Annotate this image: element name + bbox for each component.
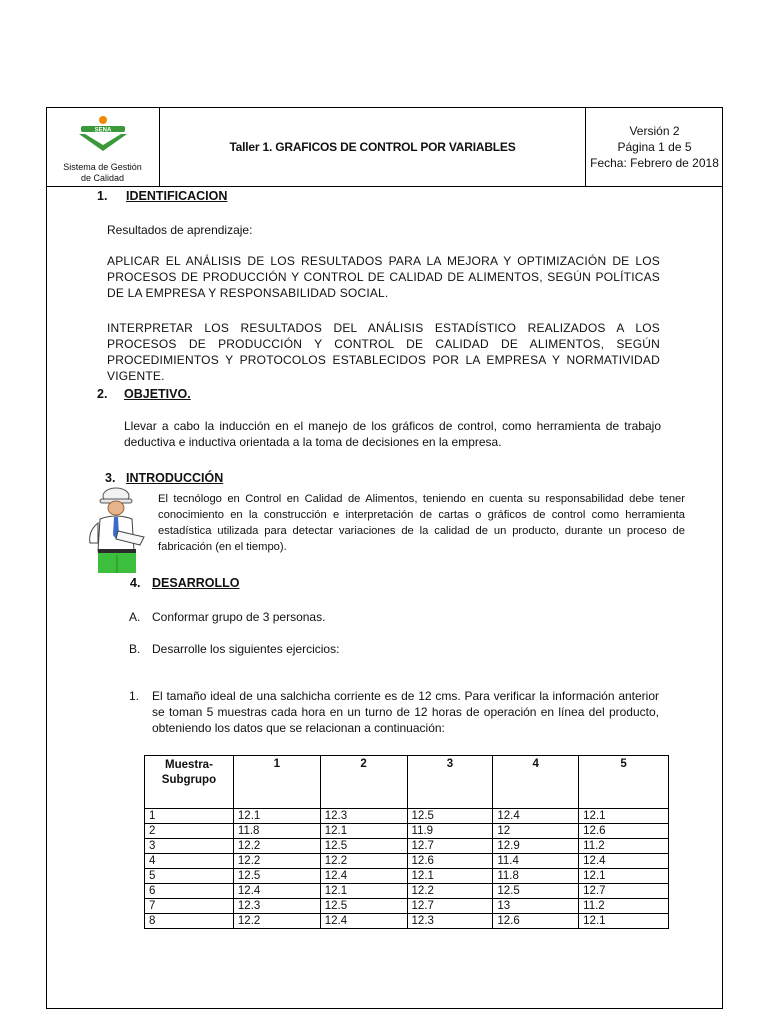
table-cell: 12.2 [233, 854, 320, 869]
item-b-text: Desarrolle los siguientes ejercicios: [152, 642, 340, 656]
table-cell: 12.2 [233, 839, 320, 854]
document-header [46, 107, 723, 187]
table-cell: 12.6 [407, 854, 493, 869]
learning-result-2: INTERPRETAR LOS RESULTADOS DEL ANÁLISIS ESTADÍSTICO REALIZADOS A LOS PROCESOS DE PRODUCCIÓN Y CONTROL DE CALIDAD DE ALIMENTOS, SEGÚN PROCEDIMIENTOS Y PROTOCOLOS ESTABLECIDOS POR LA EMPRESA Y NORMATIVIDAD VIGENTE. [107, 321, 660, 383]
table-cell: 12.3 [233, 899, 320, 914]
table-cell: 1 [145, 809, 234, 824]
table-cell: 12.4 [233, 884, 320, 899]
date-label: Fecha: Febrero de 2018 [590, 155, 719, 170]
logo-caption-line1: Sistema de Gestión [63, 162, 142, 172]
table-row [145, 824, 669, 839]
table-row [145, 869, 669, 884]
table-cell: 12.5 [233, 869, 320, 884]
table-row [145, 839, 669, 854]
table-cell: 12.3 [320, 809, 407, 824]
table-header-cell: 3 [407, 756, 493, 809]
learning-results-intro: Resultados de aprendizaje: [107, 223, 253, 237]
section-number: 2. [97, 387, 108, 401]
section-1-heading [97, 189, 227, 203]
table-cell: 12 [493, 824, 579, 839]
section-2-heading [97, 387, 191, 401]
introduction-text: El tecnólogo en Control en Calidad de Alimentos, teniendo en cuenta su responsabilidad debe tener conocimiento en la construcción e interpretación de cartas o gráficos de control como herramienta estadística utilizada para detectar variaciones de la calidad de un producto, durante un proceso de fabricación (en el tiempo). [158, 493, 685, 553]
table-cell: 12.2 [233, 914, 320, 929]
table-cell: 12.4 [579, 854, 669, 869]
table-cell: 12.3 [407, 914, 493, 929]
samples-table [144, 755, 669, 929]
table-row [145, 914, 669, 929]
exercise-1-marker: 1. [129, 689, 140, 703]
table-cell: 7 [145, 899, 234, 914]
table-header-cell: 1 [233, 756, 320, 809]
section-label: OBJETIVO. [124, 387, 191, 401]
table-cell: 12.2 [407, 884, 493, 899]
table-cell: 12.6 [579, 824, 669, 839]
sena-logo-icon [75, 116, 131, 152]
logo-caption [63, 162, 142, 184]
table-header-cell: 2 [320, 756, 407, 809]
logo-cell [46, 107, 160, 186]
table-cell: 4 [145, 854, 234, 869]
table-cell: 8 [145, 914, 234, 929]
section-number: 1. [97, 189, 108, 203]
table-cell: 12.1 [320, 824, 407, 839]
version-label: Versión 2 [629, 123, 680, 138]
section-number: 3. [105, 471, 116, 485]
table-header-cell: 5 [579, 756, 669, 809]
table-cell: 11.9 [407, 824, 493, 839]
section-label: IDENTIFICACION [126, 189, 228, 203]
page-label: Página 1 de 5 [617, 139, 692, 154]
engineer-clipart-icon [78, 487, 150, 573]
table-cell: 13 [493, 899, 579, 914]
table-row [145, 899, 669, 914]
table-cell: 12.1 [407, 869, 493, 884]
table-cell: 11.2 [579, 899, 669, 914]
table-cell: 6 [145, 884, 234, 899]
section-4-heading [130, 576, 240, 590]
section-3-heading [105, 471, 223, 485]
table-header-row [145, 756, 669, 809]
table-cell: 12.6 [493, 914, 579, 929]
section-number: 4. [130, 576, 141, 590]
document-meta [586, 107, 723, 186]
logo-caption-line2: de Calidad [80, 173, 124, 183]
table-cell: 2 [145, 824, 234, 839]
table-cell: 12.2 [320, 854, 407, 869]
table-header-cell: Muestra- Subgrupo [145, 756, 234, 809]
item-b-marker: B. [129, 642, 141, 656]
table-header-cell: 4 [493, 756, 579, 809]
exercise-1-text: El tamaño ideal de una salchicha corriente es de 12 cms. Para verificar la información anterior se toman 5 muestras cada hora en un turno de 12 horas de operación en línea del producto, obteniendo los datos que se relacionan a continuación: [152, 689, 659, 735]
table-cell: 12.4 [320, 869, 407, 884]
item-a-marker: A. [129, 610, 141, 624]
table-cell: 12.4 [493, 809, 579, 824]
table-cell: 12.9 [493, 839, 579, 854]
table-cell: 12.1 [579, 809, 669, 824]
table-cell: 11.8 [493, 869, 579, 884]
learning-result-1: APLICAR EL ANÁLISIS DE LOS RESULTADOS PARA LA MEJORA Y OPTIMIZACIÓN DE LOS PROCESOS DE PRODUCCIÓN Y CONTROL DE CALIDAD DE ALIMENTOS, SEGÚN POLÍTICAS DE LA EMPRESA Y RESPONSABILIDAD SOCIAL. [107, 254, 660, 300]
table-cell: 12.5 [407, 809, 493, 824]
document-title: Taller 1. GRAFICOS DE CONTROL POR VARIABLES [160, 107, 586, 186]
table-cell: 12.1 [320, 884, 407, 899]
table-cell: 5 [145, 869, 234, 884]
logo-text: SENA [94, 127, 111, 134]
table-cell: 12.1 [233, 809, 320, 824]
objective-text: Llevar a cabo la inducción en el manejo de los gráficos de control, como herramienta de trabajo deductiva e inductiva orientada a la toma de decisiones en la empresa. [124, 419, 661, 449]
table-cell: 11.2 [579, 839, 669, 854]
table-cell: 3 [145, 839, 234, 854]
table-cell: 12.7 [407, 899, 493, 914]
section-label: INTRODUCCIÓN [126, 471, 224, 485]
table-cell: 12.1 [579, 914, 669, 929]
table-row [145, 809, 669, 824]
table-cell: 12.7 [579, 884, 669, 899]
table-cell: 11.8 [233, 824, 320, 839]
table-cell: 12.7 [407, 839, 493, 854]
table-cell: 12.1 [579, 869, 669, 884]
table-cell: 12.5 [320, 899, 407, 914]
section-label: DESARROLLO [152, 576, 240, 590]
item-a-text: Conformar grupo de 3 personas. [152, 610, 326, 624]
table-cell: 11.4 [493, 854, 579, 869]
table-row [145, 854, 669, 869]
table-row [145, 884, 669, 899]
table-cell: 12.5 [320, 839, 407, 854]
table-cell: 12.4 [320, 914, 407, 929]
table-cell: 12.5 [493, 884, 579, 899]
